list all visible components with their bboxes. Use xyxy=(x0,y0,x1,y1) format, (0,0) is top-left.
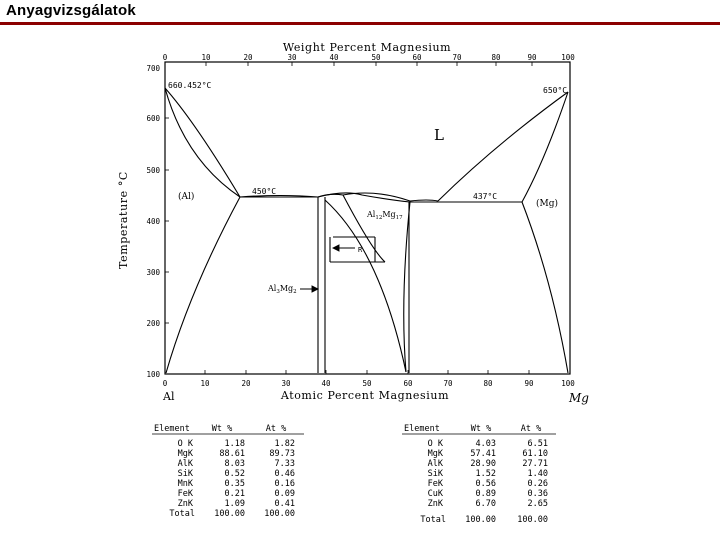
bottom-tick: 30 xyxy=(281,379,291,388)
left-tick: 400 xyxy=(146,217,160,226)
bottom-tick: 40 xyxy=(321,379,331,388)
phase-boundaries xyxy=(165,88,568,373)
top-tick: 20 xyxy=(243,53,253,62)
left-tick: 500 xyxy=(146,166,160,175)
bottom-tick: 100 xyxy=(561,379,575,388)
top-tick: 50 xyxy=(371,53,381,62)
table-cell: 100.00 xyxy=(214,509,245,519)
liquid-phase-label: L xyxy=(434,126,444,144)
table-cell: 27.71 xyxy=(522,459,548,469)
table-header: At % xyxy=(265,424,287,434)
left-tick: 700 xyxy=(146,64,160,73)
bottom-tick: 80 xyxy=(483,379,493,388)
table-cell: SiK xyxy=(177,469,193,479)
top-tick: 90 xyxy=(527,53,537,62)
top-axis-label: Weight Percent Magnesium xyxy=(282,41,452,54)
top-tick: 60 xyxy=(412,53,422,62)
table-cell: Total xyxy=(169,509,195,519)
table-header: Wt % xyxy=(470,424,492,434)
table-cell: 7.33 xyxy=(274,459,295,469)
annotation-arrows xyxy=(300,245,355,292)
table-cell: 4.03 xyxy=(475,439,496,449)
end-label-al: Al xyxy=(163,390,175,403)
r-phase-label: R xyxy=(358,246,363,254)
top-tick: 0 xyxy=(162,53,168,62)
table-cell: 1.09 xyxy=(224,499,245,509)
bottom-axis-ticks xyxy=(163,379,576,388)
table-cell: 28.90 xyxy=(470,459,496,469)
table-cell: 1.52 xyxy=(475,469,496,479)
table-cell: MgK xyxy=(177,449,193,459)
table-cell: 0.41 xyxy=(274,499,295,509)
slide-title: Anyagvizsgálatok xyxy=(6,2,136,19)
table-cell: AlK xyxy=(427,459,443,469)
table-cell: 100.00 xyxy=(465,515,496,525)
table-cell: 0.46 xyxy=(274,469,295,479)
left-axis-ticks xyxy=(146,64,160,379)
eutectic-right-label: 437°C xyxy=(473,192,498,201)
left-tick: 600 xyxy=(146,114,160,123)
table-cell: 2.65 xyxy=(527,499,548,509)
table-cell: 57.41 xyxy=(470,449,496,459)
table-cell: 1.18 xyxy=(224,439,245,449)
end-label-mg: Mg xyxy=(569,391,589,405)
left-tick: 300 xyxy=(146,268,160,277)
table-cell: 0.26 xyxy=(527,479,548,489)
bottom-tick: 0 xyxy=(162,379,168,388)
table-cell: 88.61 xyxy=(219,449,245,459)
table-cell: AlK xyxy=(177,459,193,469)
table-cell: FeK xyxy=(427,479,443,489)
table-cell: 100.00 xyxy=(517,515,548,525)
gamma-phase-label: $Al_{12}Mg_{17}$ xyxy=(367,210,403,221)
bottom-axis-label: Atomic Percent Magnesium xyxy=(280,389,450,402)
table-header: Element xyxy=(404,424,440,434)
bottom-tick: 70 xyxy=(443,379,453,388)
table-cell: 61.10 xyxy=(522,449,548,459)
table-cell: 0.16 xyxy=(274,479,295,489)
table-header: Element xyxy=(154,424,190,434)
table-cell: MnK xyxy=(177,479,193,489)
table-cell: 1.40 xyxy=(527,469,548,479)
beta-phase-label: $Al_3Mg_2$ xyxy=(268,284,297,295)
top-tick: 80 xyxy=(491,53,501,62)
table-cell: O K xyxy=(177,439,193,449)
bottom-tick: 10 xyxy=(200,379,210,388)
table-cell: 1.82 xyxy=(274,439,295,449)
al-phase-label: (Al) xyxy=(178,192,195,202)
table-cell: 0.36 xyxy=(527,489,548,499)
table-cell: 0.35 xyxy=(224,479,245,489)
table-header: At % xyxy=(520,424,542,434)
table-cell: 0.09 xyxy=(274,489,295,499)
table-cell: 0.89 xyxy=(475,489,496,499)
table-cell: ZnK xyxy=(427,499,443,509)
table-cell: Total xyxy=(420,515,446,525)
bottom-tick: 20 xyxy=(241,379,251,388)
table-cell: 0.21 xyxy=(224,489,245,499)
table-cell: O K xyxy=(427,439,443,449)
left-tick: 200 xyxy=(146,319,160,328)
table-cell: FeK xyxy=(177,489,193,499)
top-tick: 30 xyxy=(287,53,297,62)
table-cell: CuK xyxy=(427,489,443,499)
table-cell: 0.56 xyxy=(475,479,496,489)
table-header: Wt % xyxy=(211,424,233,434)
table-cell: SiK xyxy=(427,469,443,479)
mg-phase-label: (Mg) xyxy=(536,199,558,209)
table-cell: 8.03 xyxy=(224,459,245,469)
top-axis-ticks xyxy=(163,53,576,62)
eutectic-left-label: 450°C xyxy=(252,187,277,196)
table-cell: 100.00 xyxy=(264,509,295,519)
eds-table-2 xyxy=(402,424,556,525)
bottom-tick: 50 xyxy=(362,379,372,388)
top-tick: 40 xyxy=(329,53,339,62)
table-cell: 89.73 xyxy=(269,449,295,459)
bottom-tick: 60 xyxy=(403,379,413,388)
left-axis-label: Temperature °C xyxy=(117,171,130,269)
bottom-tick: 90 xyxy=(524,379,534,388)
table-cell: 0.52 xyxy=(224,469,245,479)
table-cell: 6.51 xyxy=(527,439,548,449)
top-tick: 10 xyxy=(201,53,211,62)
eds-table-1 xyxy=(152,424,304,519)
top-tick: 70 xyxy=(452,53,462,62)
mg-melting-label: 650°C xyxy=(543,86,568,95)
top-tick: 100 xyxy=(561,53,575,62)
table-cell: 6.70 xyxy=(475,499,496,509)
left-tick: 100 xyxy=(146,370,160,379)
table-cell: ZnK xyxy=(177,499,193,509)
table-cell: MgK xyxy=(427,449,443,459)
al-melting-label: 660.452°C xyxy=(168,81,212,90)
